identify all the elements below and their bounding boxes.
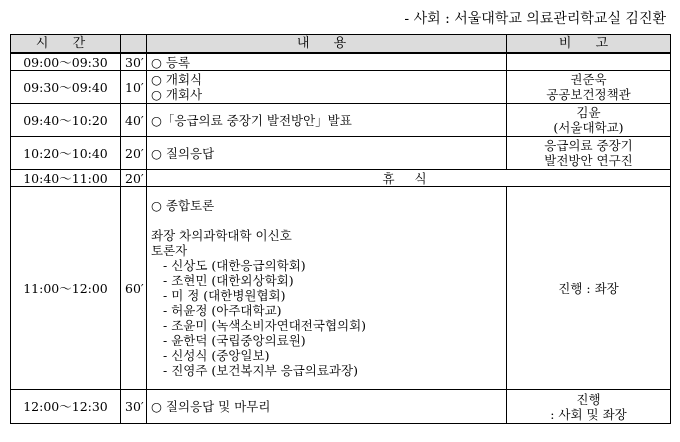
moderator-line: - 사회 : 서울대학교 의료관리학교실 김진환 (404, 11, 666, 27)
note-line: 공공보건정책관 (546, 87, 631, 102)
note-line: 권준욱 (570, 72, 607, 87)
row-time: 09:00～09:30 (11, 53, 121, 71)
panelist-item: - 허윤정 (아주대학교) (151, 303, 502, 318)
panel-chair: 좌장 차의과학대학 이신호 (151, 228, 292, 243)
table-header-row (11, 35, 671, 54)
content-line: ○ 개회식 (151, 72, 203, 87)
row-time: 09:40～10:20 (11, 104, 121, 137)
content-line: ○ 개회사 (151, 87, 203, 102)
row-time: 11:00～12:00 (11, 187, 121, 390)
note-line: 진행 (576, 391, 601, 407)
header-duration (121, 35, 147, 54)
row-duration: 30′ (121, 390, 147, 424)
table-row (11, 170, 671, 187)
row-note (507, 137, 671, 170)
row-content (147, 187, 507, 390)
note-line: 김윤 (576, 105, 601, 120)
panelist-item: - 조현민 (대한외상학회) (151, 273, 502, 288)
break-label: 휴 식 (147, 170, 671, 187)
row-duration: 20′ (121, 137, 147, 170)
table-row (11, 137, 671, 170)
row-duration: 40′ (121, 104, 147, 137)
header-content: 내 용 (147, 35, 507, 54)
row-time: 10:20～10:40 (11, 137, 121, 170)
table-row (11, 104, 671, 137)
schedule-table (10, 34, 671, 424)
note-line: 응급의료 중장기 (544, 138, 633, 153)
table-row (11, 390, 671, 424)
panelist-item: - 윤한덕 (국립중앙의료원) (151, 333, 502, 348)
row-duration: 30′ (121, 53, 147, 71)
header-note: 비 고 (507, 35, 671, 54)
table-row (11, 71, 671, 104)
row-duration: 10′ (121, 71, 147, 104)
header-time: 시 간 (11, 35, 121, 54)
row-time: 12:00～12:30 (11, 390, 121, 424)
row-note (507, 53, 671, 71)
note-line: (서울대학교) (553, 120, 624, 135)
row-note (507, 390, 671, 424)
row-content: ○ 질의응답 (147, 137, 507, 170)
row-content: ○ 등록 (147, 53, 507, 71)
row-content (147, 71, 507, 104)
panelist-item: - 신상도 (대한응급의학회) (151, 258, 502, 273)
row-duration: 20′ (121, 170, 147, 187)
row-note (507, 71, 671, 104)
row-content: ○「응급의료 중장기 발전방안」발표 (147, 104, 507, 137)
panel-title: ○ 종합토론 (151, 198, 215, 213)
panelist-item: - 조윤미 (녹색소비자연대전국협의회) (151, 318, 502, 333)
panelist-item: - 진영주 (보건복지부 응급의료과장) (151, 363, 502, 378)
panelist-item: - 미 정 (대한병원협회) (151, 288, 502, 303)
row-time: 09:30～09:40 (11, 71, 121, 104)
row-note (507, 104, 671, 137)
row-time: 10:40～11:00 (11, 170, 121, 187)
panelists-label: 토론자 (151, 243, 188, 258)
row-duration: 60′ (121, 187, 147, 390)
row-note: 진행 : 좌장 (507, 187, 671, 390)
note-line: : 사회 및 좌장 (550, 406, 627, 422)
table-row (11, 53, 671, 71)
table-row (11, 187, 671, 390)
note-line: 발전방안 연구진 (544, 153, 633, 168)
row-content: ○ 질의응답 및 마무리 (147, 390, 507, 424)
panelist-item: - 신성식 (중앙일보) (151, 348, 502, 363)
